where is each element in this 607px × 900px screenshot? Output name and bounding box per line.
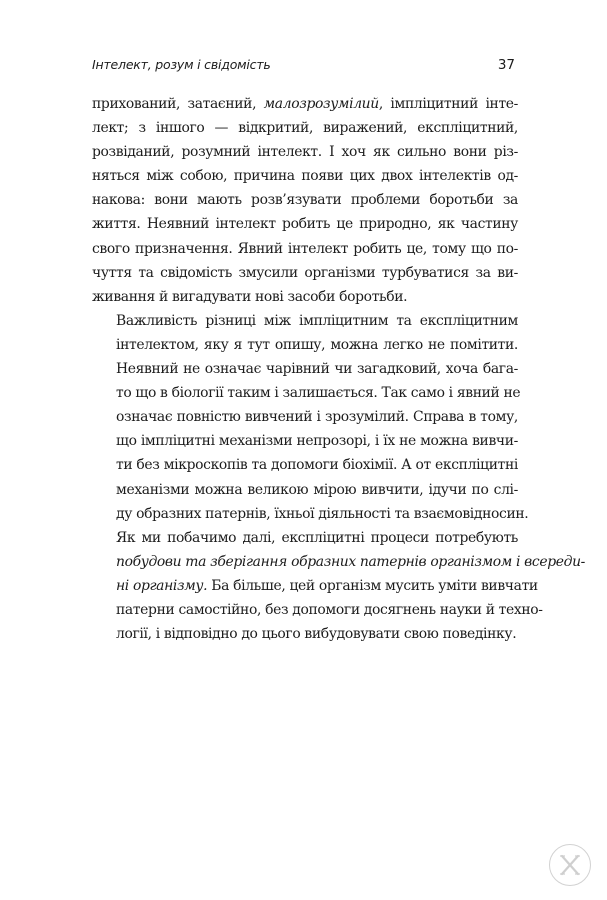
text-line [92,429,518,453]
text-line [92,550,586,574]
text-line [92,574,538,598]
text-line [92,212,518,236]
text-line [92,261,518,285]
text-run: няться між собою, причина появи цих двох інтелектів од- [92,168,518,185]
text-run: Неявний не означає чарівний чи загадковий, хоча бага- [116,361,518,378]
text-run: ду образних патернів, їхньої діяльності та взаємовідносин. [116,505,529,522]
text-run: прихований, затаєний, [92,96,264,112]
paragraph [92,92,518,309]
text-line [92,188,518,212]
text-run: чуття та свідомість змусили організми турбуватися за ви- [92,264,518,281]
text-run: інтелектом, яку я тут опишу, можна легко не помітити. [116,336,518,353]
text-run: живання й вигадувати нові засоби боротьби. [92,288,408,305]
text-line [92,116,518,140]
text-run: механізми можна великою мірою вивчити, ідучи по слі- [116,481,518,498]
text-run: , імпліцитний інте- [378,96,518,112]
text-line [92,237,518,261]
text-run: Ба більше, цей організм мусить уміти вивчати [207,577,538,594]
text-line [92,502,529,526]
page-number: 37 [497,57,515,73]
italic-text: побудови та зберігання образних патернів організмом і всереди- [116,553,586,570]
body-text [92,92,586,646]
text-run: накова: вони мають розв’язувати проблеми боротьби за [92,192,518,209]
text-line [92,405,518,429]
text-line [92,92,518,116]
x-logo-icon [557,852,583,878]
text-line [92,285,518,309]
text-run: означає повністю вивчений і зрозумілий. Справа в тому, [116,409,518,426]
text-line [92,164,518,188]
text-line [92,453,518,477]
text-run: що імпліцитні механізми непрозорі, і їх не можна вивчи- [116,433,518,450]
text-line [92,333,518,357]
text-run: то що в біології таким і залишається. Так само і явний не [116,385,521,402]
text-run: патерни самостійно, без допомоги досягнень науки й техно- [116,601,543,618]
paragraph [92,526,586,646]
italic-text: малозрозумілий [263,96,379,112]
text-line [92,309,518,333]
text-line [92,598,543,622]
text-line [92,140,518,164]
paragraph [92,309,529,526]
text-run: логії, і відповідно до цього вибудовувати свою поведінку. [116,626,517,643]
page-header [92,57,515,77]
text-run: ти без мікроскопів та допомоги біохімії. А от експліцитні [116,457,518,474]
text-run: розвіданий, розумний інтелект. І хоч як сильно вони різ- [92,144,518,161]
text-line [92,381,521,405]
text-run: свого призначення. Явний інтелект робить це, тому що по- [92,240,518,257]
publisher-logo [549,844,591,886]
text-line [92,526,518,550]
text-run: життя. Неявний інтелект робить це природно, як частину [92,216,518,233]
text-run: лект; з іншого — відкритий, виражений, експліцитний, [92,120,518,137]
text-line [92,622,518,646]
running-title: Інтелект, розум і свідомість [92,57,271,72]
text-run: Важливість різниці між імпліцитним та експліцитним [116,312,518,329]
italic-text: ні організму. [116,577,208,594]
text-line [92,478,518,502]
text-line [92,357,518,381]
text-run: Як ми побачимо далі, експліцитні процеси потребують [116,529,518,546]
